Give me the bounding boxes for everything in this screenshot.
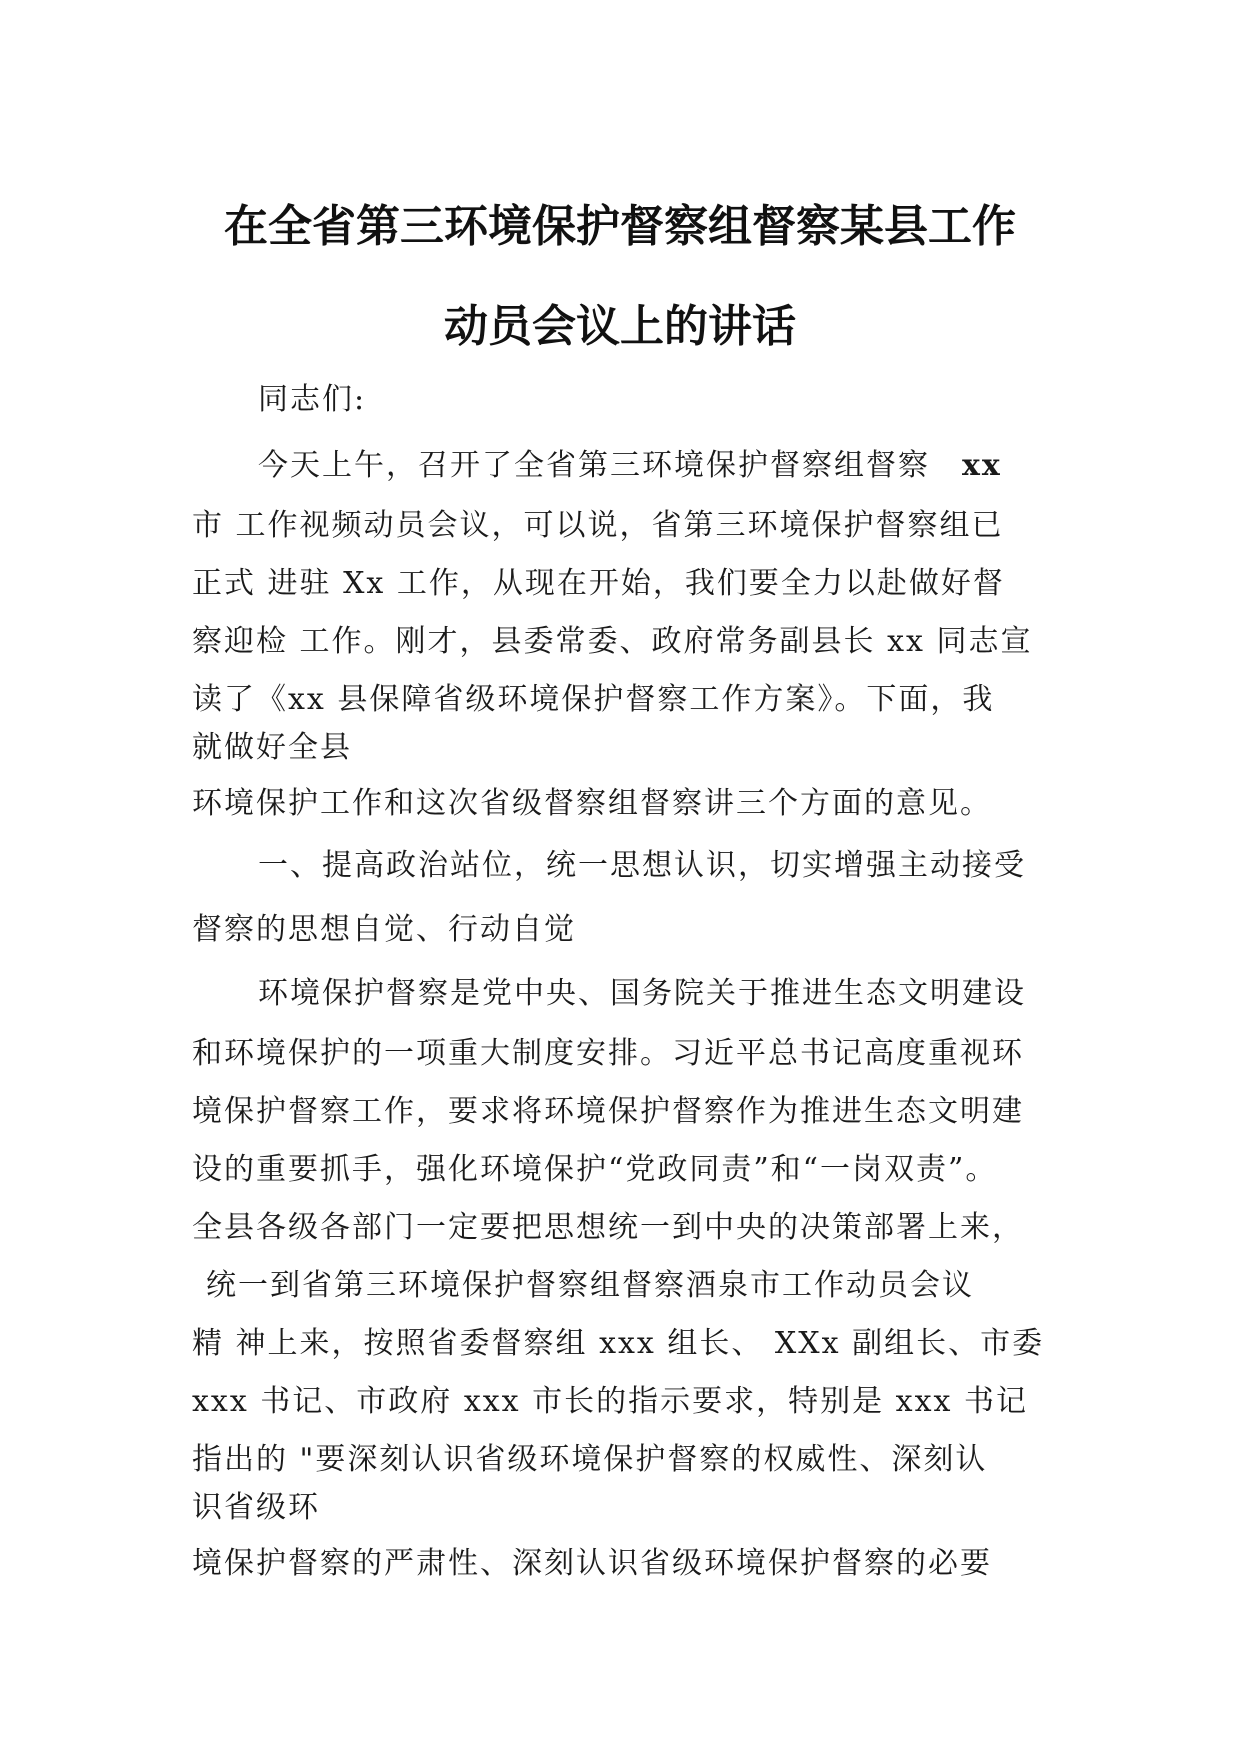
paragraph-1-line-6: 就做好全县 <box>192 730 352 765</box>
paragraph-2-line-9: 指出的 "要深刻认识省级环境保护督察的权威性、深刻认 <box>192 1442 988 1477</box>
paragraph-2-line-2: 和环境保护的一项重大制度安排。习近平总书记高度重视环 <box>192 1036 1024 1071</box>
document-title-line-2: 动员会议上的讲话 <box>444 301 796 352</box>
paragraph-1-line-1: 今天上午，召开了全省第三环境保护督察组督察 <box>258 448 930 483</box>
section-heading-1-line-1: 一、提高政治站位，统一思想认识，切实增强主动接受 <box>258 848 1026 883</box>
paragraph-2-line-7: 精 神上来，按照省委督察组 xxx 组长、 XXx 副组长、市委 <box>192 1326 1045 1361</box>
paragraph-1-line-3: 正式 进驻 Xx 工作，从现在开始，我们要全力以赴做好督 <box>192 566 1005 601</box>
paragraph-2-line-5: 全县各级各部门一定要把思想统一到中央的决策部署上来， <box>192 1210 1024 1245</box>
paragraph-2-line-1: 环境保护督察是党中央、国务院关于推进生态文明建设 <box>258 976 1026 1011</box>
paragraph-1-line-7: 环境保护工作和这次省级督察组督察讲三个方面的意见。 <box>192 786 992 821</box>
salutation: 同志们: <box>258 382 367 417</box>
paragraph-2-line-8: xxx 书记、市政府 xxx 市长的指示要求，特别是 xxx 书记 <box>192 1384 1028 1419</box>
paragraph-2-line-3: 境保护督察工作，要求将环境保护督察作为推进生态文明建 <box>192 1094 1024 1129</box>
document-title-line-1: 在全省第三环境保护督察组督察某县工作 <box>224 201 1016 252</box>
paragraph-1-line-5: 读了《xx 县保障省级环境保护督察工作方案》。下面，我 <box>192 682 995 717</box>
paragraph-1-line-2: 市 工作视频动员会议，可以说，省第三环境保护督察组已 <box>192 508 1004 543</box>
paragraph-2-line-4: 设的重要抓手，强化环境保护“党政同责”和“一岗双责”。 <box>192 1152 998 1187</box>
paragraph-2-line-10: 识省级环 <box>192 1490 320 1525</box>
paragraph-1-line-1-end: xx <box>962 448 1002 483</box>
section-heading-1-line-2: 督察的思想自觉、行动自觉 <box>192 912 576 947</box>
paragraph-1-line-4: 察迎检 工作。刚才，县委常委、政府常务副县长 xx 同志宣 <box>192 624 1033 659</box>
paragraph-2-line-11: 境保护督察的严肃性、深刻认识省级环境保护督察的必要 <box>192 1546 992 1581</box>
paragraph-2-line-6: 统一到省第三环境保护督察组督察酒泉市工作动员会议 <box>206 1268 974 1303</box>
